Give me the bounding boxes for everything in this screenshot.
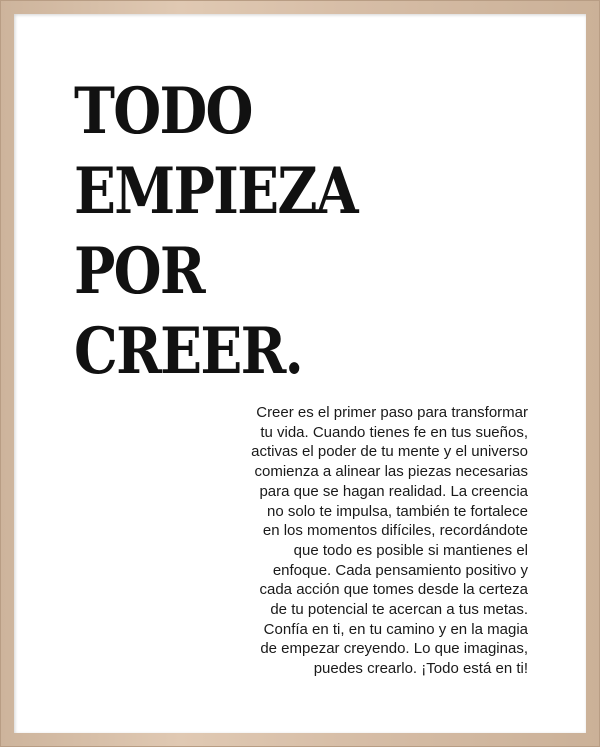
body-line: enfoque. Cada pensamiento positivo y — [272, 561, 528, 579]
body-line: comienza a alinear las piezas necesarias — [254, 463, 528, 481]
body-line: no solo te impulsa, también te fortalece — [267, 502, 528, 520]
body-line: Confía en ti, en tu camino y en la magia — [263, 620, 528, 638]
poster-paper — [14, 14, 586, 733]
body-line: para que se hagan realidad. La creencia — [259, 482, 528, 500]
body-line: en los momentos difíciles, recordándote — [262, 522, 528, 540]
poster-body-text — [228, 403, 528, 679]
body-line: Creer es el primer paso para transformar — [256, 404, 528, 421]
headline-line: CREER. — [74, 314, 303, 389]
poster-headline — [74, 72, 357, 392]
body-line: puedes crearlo. ¡Todo está en ti! — [313, 660, 528, 678]
body-line: tu vida. Cuando tienes fe en tus sueños, — [260, 423, 528, 441]
body-line: de tu potencial te acercan a tus metas. — [270, 601, 528, 619]
headline-line: POR — [74, 234, 204, 309]
body-line: de empezar creyendo. Lo que imaginas, — [260, 640, 528, 658]
body-line: activas el poder de tu mente y el universo — [251, 443, 528, 461]
headline-line: EMPIEZA — [74, 154, 357, 229]
headline-line: TODO — [74, 74, 252, 149]
body-line: cada acción que tomes desde la certeza — [259, 581, 528, 599]
body-line: que todo es posible si mantienes el — [293, 541, 528, 559]
